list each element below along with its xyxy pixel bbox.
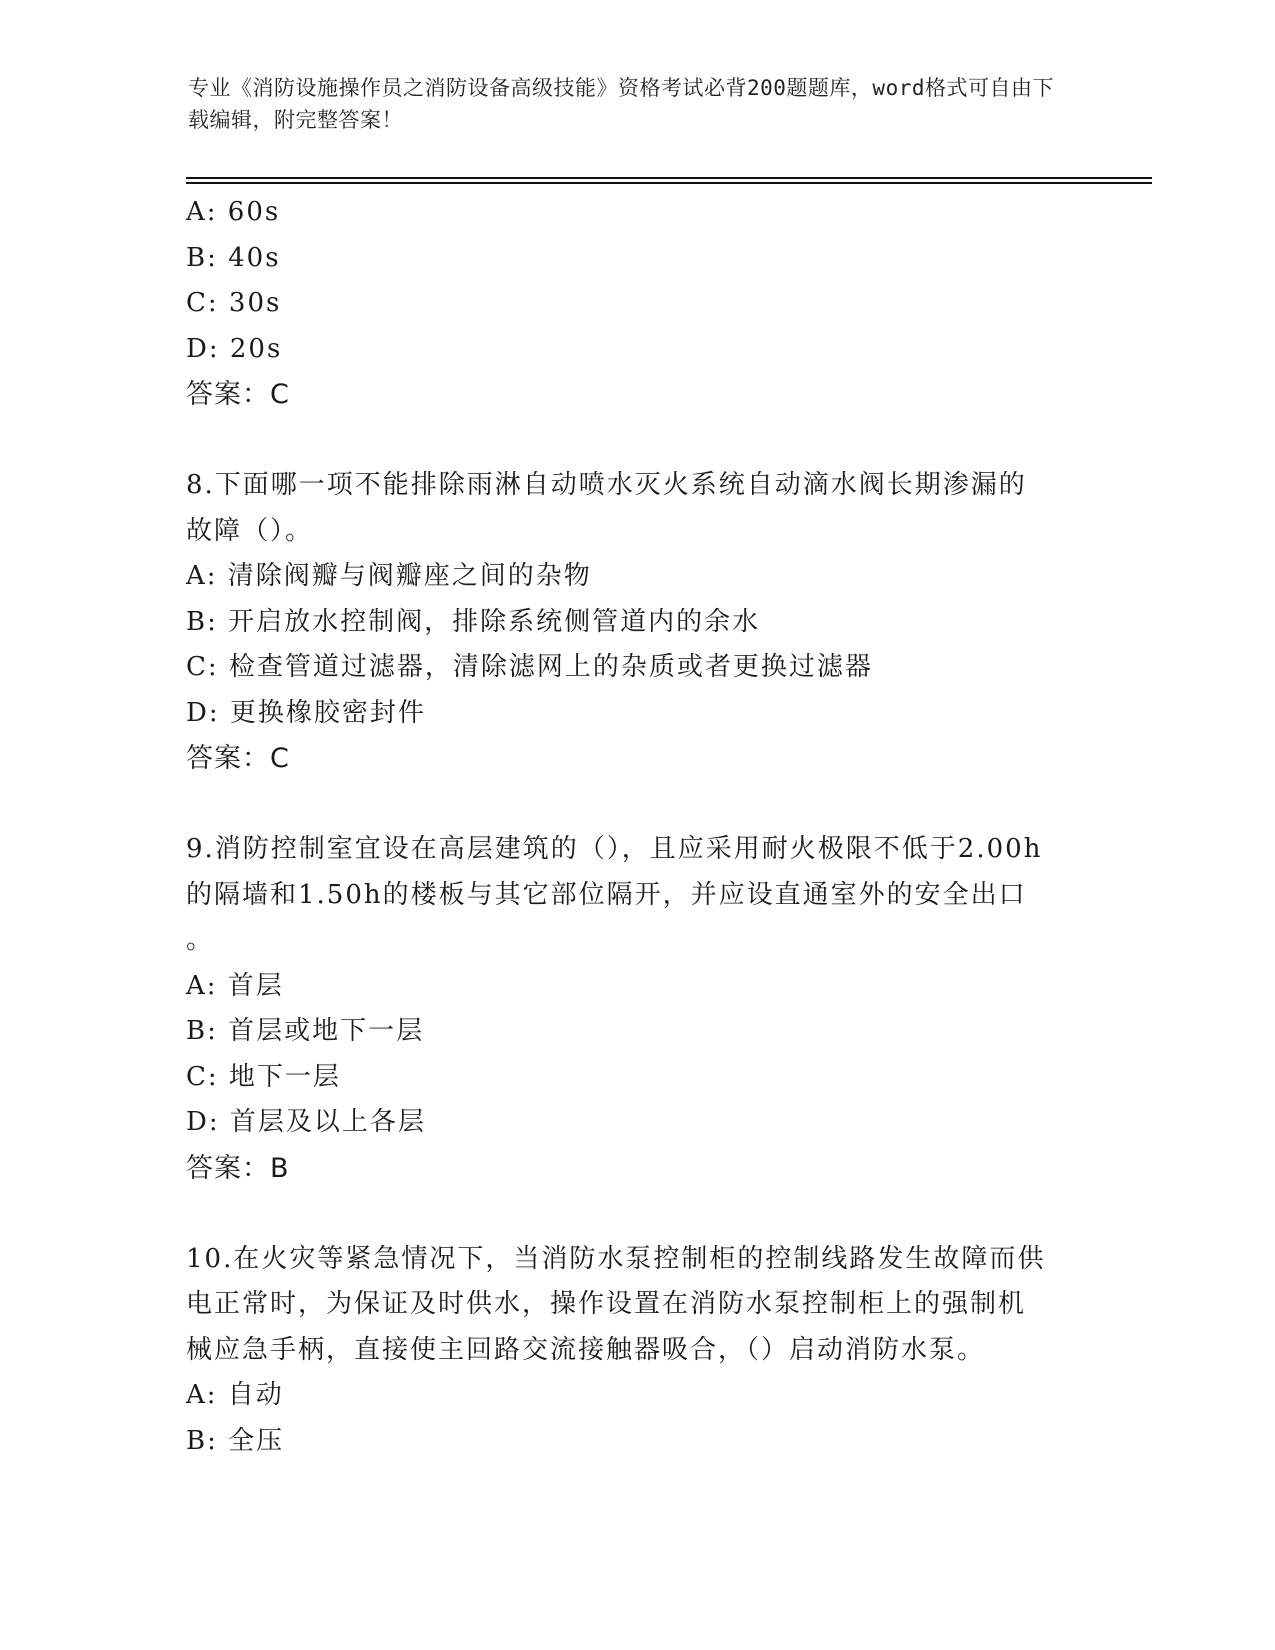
option-a: A: 清除阀瓣与阀瓣座之间的杂物 [186, 561, 592, 591]
header-rule-top [186, 177, 1152, 179]
option-d: D: 更换橡胶密封件 [186, 697, 426, 728]
option-a: A: 首层 [186, 970, 284, 1001]
question-list [186, 190, 1086, 1464]
option-d: D: 首层及以上各层 [186, 1107, 426, 1137]
option-b: B: 首层或地下一层 [186, 1016, 425, 1046]
option-b: B: 全压 [186, 1425, 285, 1456]
answer-line: 答案：C [186, 379, 290, 410]
answer-line: 答案：C [186, 743, 290, 774]
option-d: D: 20s [186, 333, 283, 364]
spacer [186, 782, 1086, 828]
question-stem-line: 械应急手柄，直接使主回路交流接触器吸合，（）启动消防水泵。 [186, 1334, 986, 1365]
option-b: B: 开启放水控制阀，排除系统侧管道内的余水 [186, 606, 761, 637]
question-stem-line: 8.下面哪一项不能排除雨淋自动喷水灭火系统自动滴水阀长期渗漏的 [186, 470, 1027, 500]
question-stem-line: 。 [186, 925, 215, 955]
question-stem-line: 的隔墙和1.50h的楼板与其它部位隔开，并应设直通室外的安全出口 [186, 879, 1027, 910]
question-9 [186, 827, 1086, 1191]
header-rule-bottom [186, 182, 1152, 184]
question-stem-line: 故障（）。 [186, 515, 314, 546]
option-a: A: 自动 [186, 1380, 284, 1410]
spacer [186, 418, 1086, 464]
option-c: C: 30s [186, 288, 282, 318]
question-8 [186, 463, 1086, 782]
answer-line: 答案：B [186, 1152, 290, 1184]
question-stem-line: 10.在火灾等紧急情况下，当消防水泵控制柜的控制线路发生故障而供 [186, 1243, 1046, 1274]
document-header: 专业《消防设施操作员之消防设备高级技能》资格考试必背200题题库，word格式可自由下载编辑，附完整答案！ [188, 76, 1054, 132]
option-c: C: 检查管道过滤器，清除滤网上的杂质或者更换过滤器 [186, 652, 873, 682]
option-b: B: 40s [186, 242, 281, 273]
question-stem-line: 9.消防控制室宜设在高层建筑的（），且应采用耐火极限不低于2.00h [186, 834, 1043, 864]
option-c: C: 地下一层 [186, 1061, 341, 1092]
question-7 [186, 190, 1086, 418]
question-10 [186, 1237, 1086, 1465]
question-stem-line: 电正常时，为保证及时供水，操作设置在消防水泵控制柜上的强制机 [186, 1289, 1027, 1319]
spacer [186, 1191, 1086, 1237]
option-a: A: 60s [186, 197, 281, 227]
